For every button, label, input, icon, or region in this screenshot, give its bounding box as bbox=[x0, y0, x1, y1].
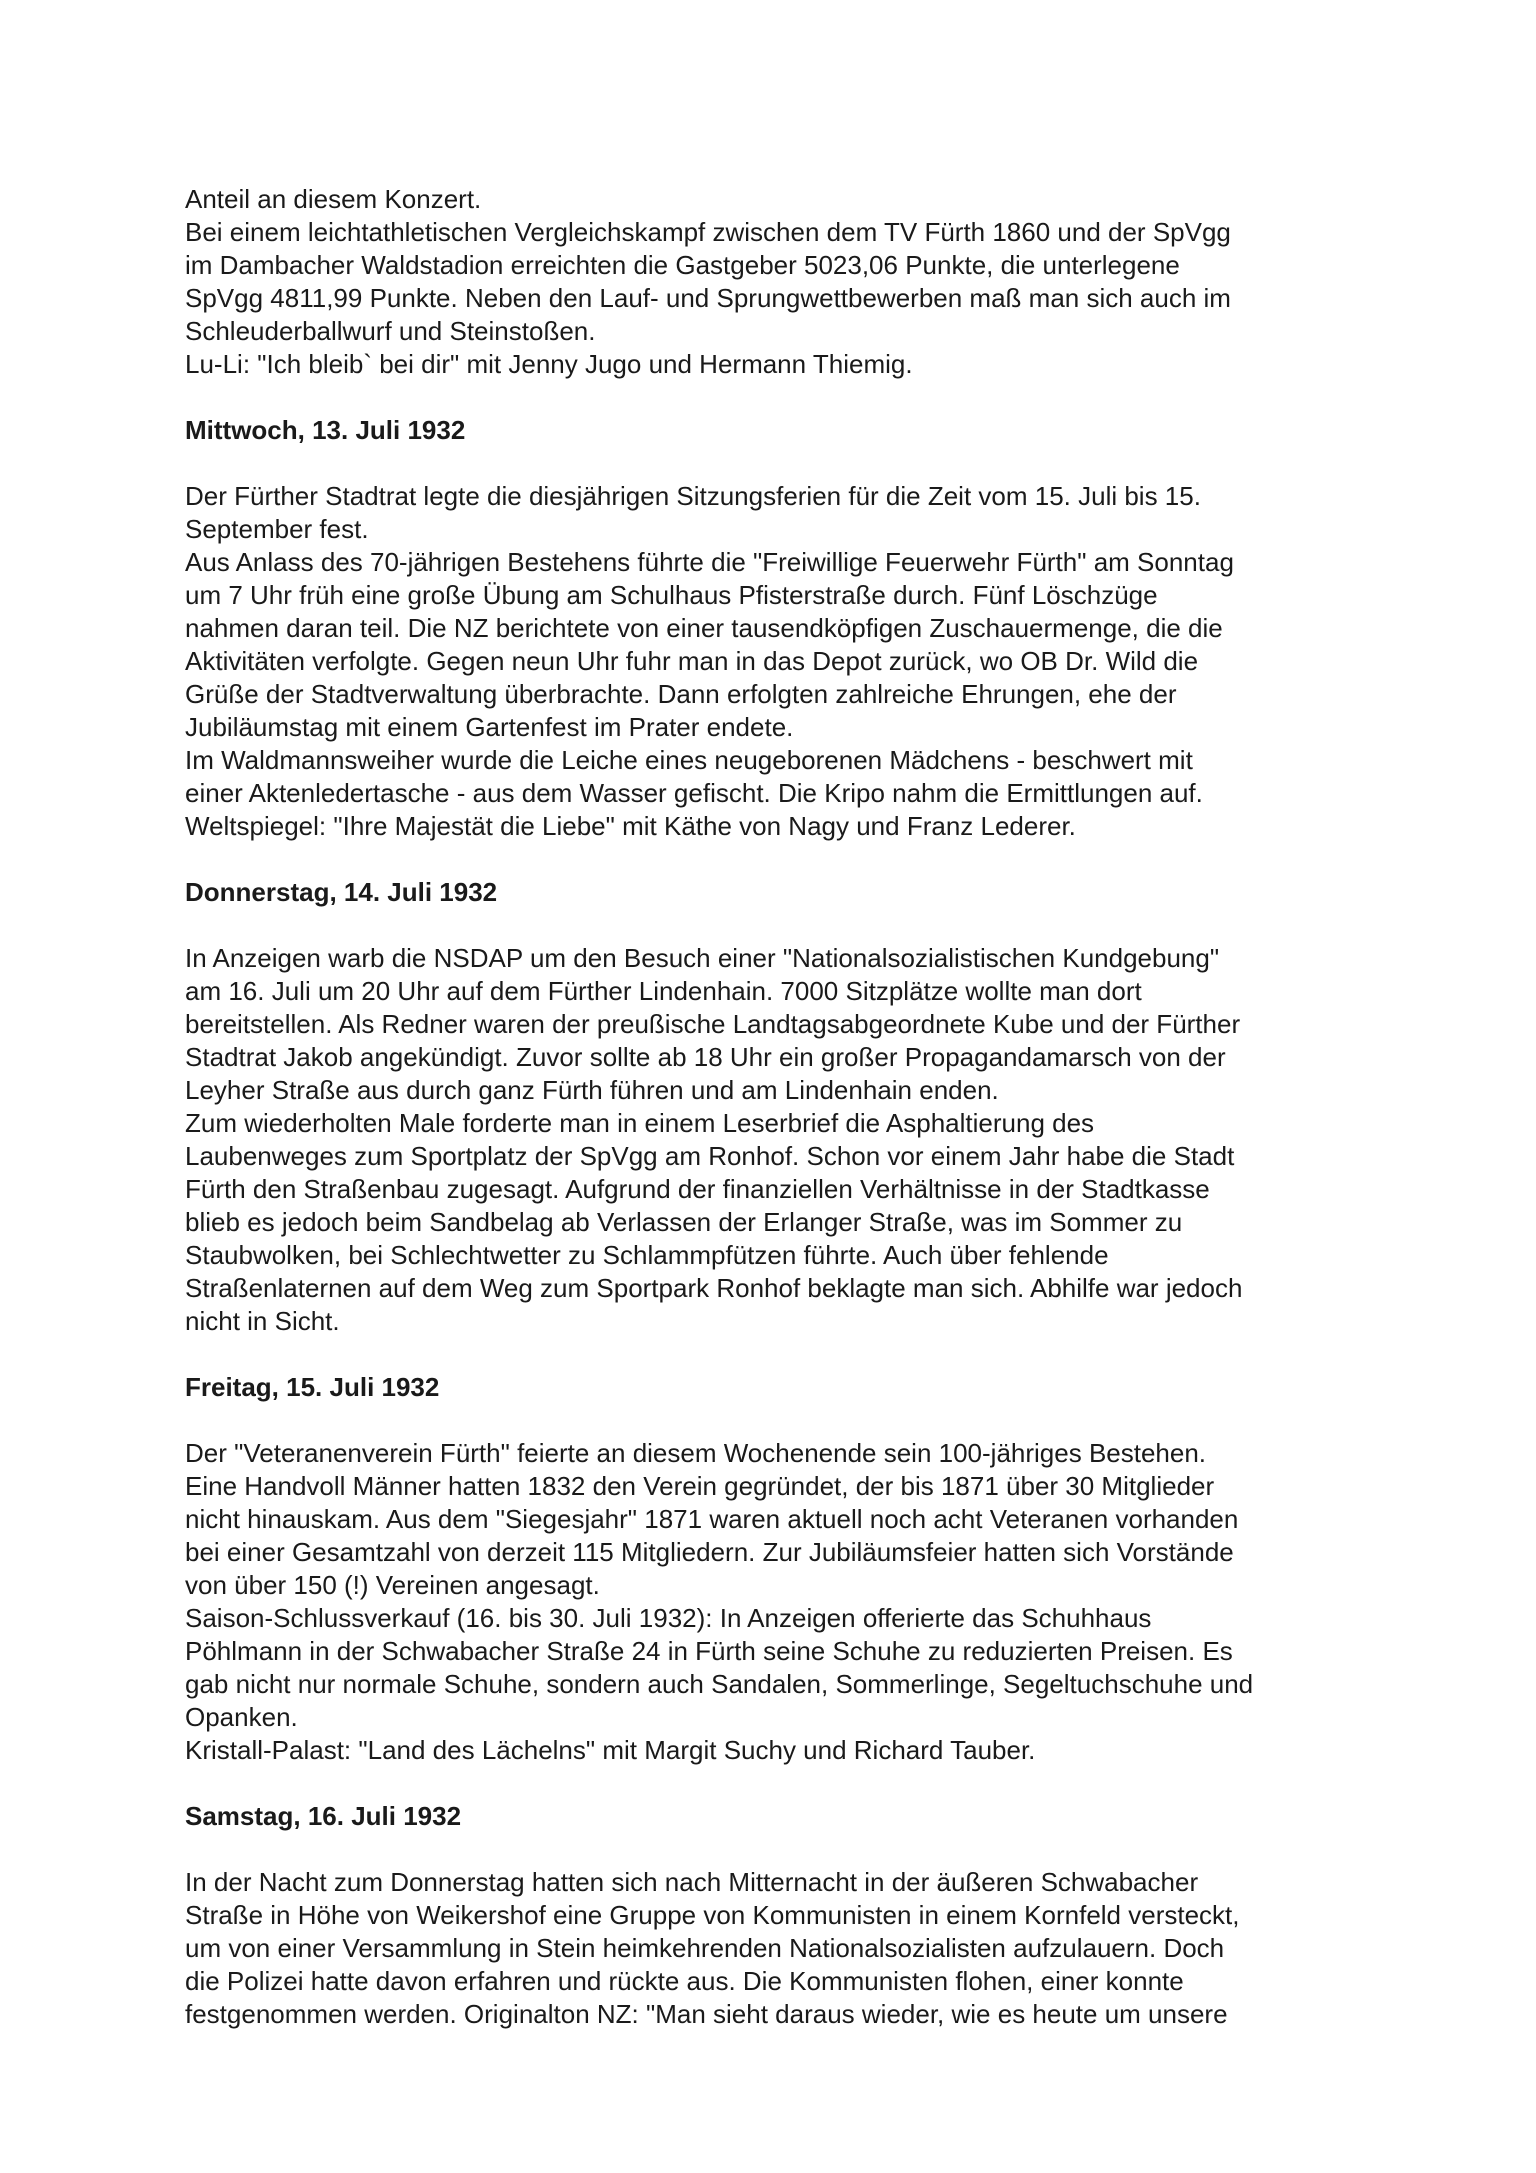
paragraph-thursday bbox=[185, 942, 1385, 1338]
text-line: Der Fürther Stadtrat legte die diesjährigen Sitzungsferien für die Zeit vom 15. Juli bis 15. bbox=[185, 481, 1201, 511]
text-line: Der "Veteranenverein Fürth" feierte an diesem Wochenende sein 100-jähriges Bestehen. bbox=[185, 1438, 1207, 1468]
text-line: Im Waldmannsweiher wurde die Leiche eines neugeborenen Mädchens - beschwert mit bbox=[185, 745, 1193, 775]
text-line: Kristall-Palast: "Land des Lächelns" mit Margit Suchy und Richard Tauber. bbox=[185, 1735, 1036, 1765]
text-line: Aus Anlass des 70-jährigen Bestehens führte die "Freiwillige Feuerwehr Fürth" am Sonntag bbox=[185, 547, 1234, 577]
text-line: blieb es jedoch beim Sandbelag ab Verlassen der Erlanger Straße, was im Sommer zu bbox=[185, 1207, 1183, 1237]
text-line: In der Nacht zum Donnerstag hatten sich nach Mitternacht in der äußeren Schwabacher bbox=[185, 1867, 1199, 1897]
text-line: Fürth den Straßenbau zugesagt. Aufgrund der finanziellen Verhältnisse in der Stadtkasse bbox=[185, 1174, 1210, 1204]
text-line: Opanken. bbox=[185, 1702, 298, 1732]
text-line: bei einer Gesamtzahl von derzeit 115 Mitgliedern. Zur Jubiläumsfeier hatten sich Vorstände bbox=[185, 1537, 1234, 1567]
text-line: am 16. Juli um 20 Uhr auf dem Fürther Lindenhain. 7000 Sitzplätze wollte man dort bbox=[185, 976, 1142, 1006]
paragraph-saturday bbox=[185, 1866, 1385, 2031]
text-line: festgenommen werden. Originalton NZ: "Man sieht daraus wieder, wie es heute um unsere bbox=[185, 1999, 1228, 2029]
text-line: Bei einem leichtathletischen Vergleichskampf zwischen dem TV Fürth 1860 und der SpVgg bbox=[185, 217, 1231, 247]
document-page bbox=[185, 183, 1385, 2031]
text-line: Pöhlmann in der Schwabacher Straße 24 in Fürth seine Schuhe zu reduzierten Preisen. Es bbox=[185, 1636, 1233, 1666]
date-heading-thursday: Donnerstag, 14. Juli 1932 bbox=[185, 877, 498, 907]
text-line: um von einer Versammlung in Stein heimkehrenden Nationalsozialisten aufzulauern. Doch bbox=[185, 1933, 1225, 1963]
text-line: Stadtrat Jakob angekündigt. Zuvor sollte ab 18 Uhr ein großer Propagandamarsch von der bbox=[185, 1042, 1226, 1072]
text-line: Eine Handvoll Männer hatten 1832 den Verein gegründet, der bis 1871 über 30 Mitglieder bbox=[185, 1471, 1215, 1501]
text-line: Zum wiederholten Male forderte man in einem Leserbrief die Asphaltierung des bbox=[185, 1108, 1095, 1138]
text-line: In Anzeigen warb die NSDAP um den Besuch einer "Nationalsozialistischen Kundgebung" bbox=[185, 943, 1220, 973]
text-line: Anteil an diesem Konzert. bbox=[185, 184, 482, 214]
paragraph-intro bbox=[185, 183, 1385, 381]
text-line: Saison-Schlussverkauf (16. bis 30. Juli 1932): In Anzeigen offerierte das Schuhhaus bbox=[185, 1603, 1152, 1633]
text-line: Jubiläumstag mit einem Gartenfest im Prater endete. bbox=[185, 712, 794, 742]
text-line: Staubwolken, bei Schlechtwetter zu Schlammpfützen führte. Auch über fehlende bbox=[185, 1240, 1109, 1270]
text-line: nicht in Sicht. bbox=[185, 1306, 340, 1336]
text-line: nicht hinauskam. Aus dem "Siegesjahr" 1871 waren aktuell noch acht Veteranen vorhanden bbox=[185, 1504, 1239, 1534]
text-line: von über 150 (!) Vereinen angesagt. bbox=[185, 1570, 600, 1600]
text-line: bereitstellen. Als Redner waren der preußische Landtagsabgeordnete Kube und der Fürther bbox=[185, 1009, 1241, 1039]
text-line: einer Aktenledertasche - aus dem Wasser gefischt. Die Kripo nahm die Ermittlungen auf. bbox=[185, 778, 1203, 808]
text-line: Straße in Höhe von Weikershof eine Gruppe von Kommunisten in einem Kornfeld versteckt, bbox=[185, 1900, 1240, 1930]
text-line: SpVgg 4811,99 Punkte. Neben den Lauf- und Sprungwettbewerben maß man sich auch im bbox=[185, 283, 1231, 313]
text-line: Aktivitäten verfolgte. Gegen neun Uhr fuhr man in das Depot zurück, wo OB Dr. Wild die bbox=[185, 646, 1199, 676]
text-line: gab nicht nur normale Schuhe, sondern auch Sandalen, Sommerlinge, Segeltuchschuhe und bbox=[185, 1669, 1254, 1699]
text-line: im Dambacher Waldstadion erreichten die Gastgeber 5023,06 Punkte, die unterlegene bbox=[185, 250, 1180, 280]
date-heading-saturday: Samstag, 16. Juli 1932 bbox=[185, 1801, 462, 1831]
text-line: Schleuderballwurf und Steinstoßen. bbox=[185, 316, 596, 346]
text-line: Grüße der Stadtverwaltung überbrachte. Dann erfolgten zahlreiche Ehrungen, ehe der bbox=[185, 679, 1177, 709]
text-line: die Polizei hatte davon erfahren und rückte aus. Die Kommunisten flohen, einer konnte bbox=[185, 1966, 1184, 1996]
text-line: Lu-Li: "Ich bleib` bei dir" mit Jenny Jugo und Hermann Thiemig. bbox=[185, 349, 913, 379]
text-line: Straßenlaternen auf dem Weg zum Sportpark Ronhof beklagte man sich. Abhilfe war jedoch bbox=[185, 1273, 1243, 1303]
date-heading-wednesday: Mittwoch, 13. Juli 1932 bbox=[185, 415, 466, 445]
paragraph-wednesday bbox=[185, 480, 1385, 843]
date-heading-friday: Freitag, 15. Juli 1932 bbox=[185, 1372, 440, 1402]
text-line: Laubenweges zum Sportplatz der SpVgg am Ronhof. Schon vor einem Jahr habe die Stadt bbox=[185, 1141, 1235, 1171]
text-line: Leyher Straße aus durch ganz Fürth führen und am Lindenhain enden. bbox=[185, 1075, 999, 1105]
paragraph-friday bbox=[185, 1437, 1385, 1767]
text-line: um 7 Uhr früh eine große Übung am Schulhaus Pfisterstraße durch. Fünf Löschzüge bbox=[185, 580, 1158, 610]
text-line: September fest. bbox=[185, 514, 369, 544]
text-line: Weltspiegel: "Ihre Majestät die Liebe" mit Käthe von Nagy und Franz Lederer. bbox=[185, 811, 1076, 841]
text-line: nahmen daran teil. Die NZ berichtete von einer tausendköpfigen Zuschauermenge, die die bbox=[185, 613, 1223, 643]
